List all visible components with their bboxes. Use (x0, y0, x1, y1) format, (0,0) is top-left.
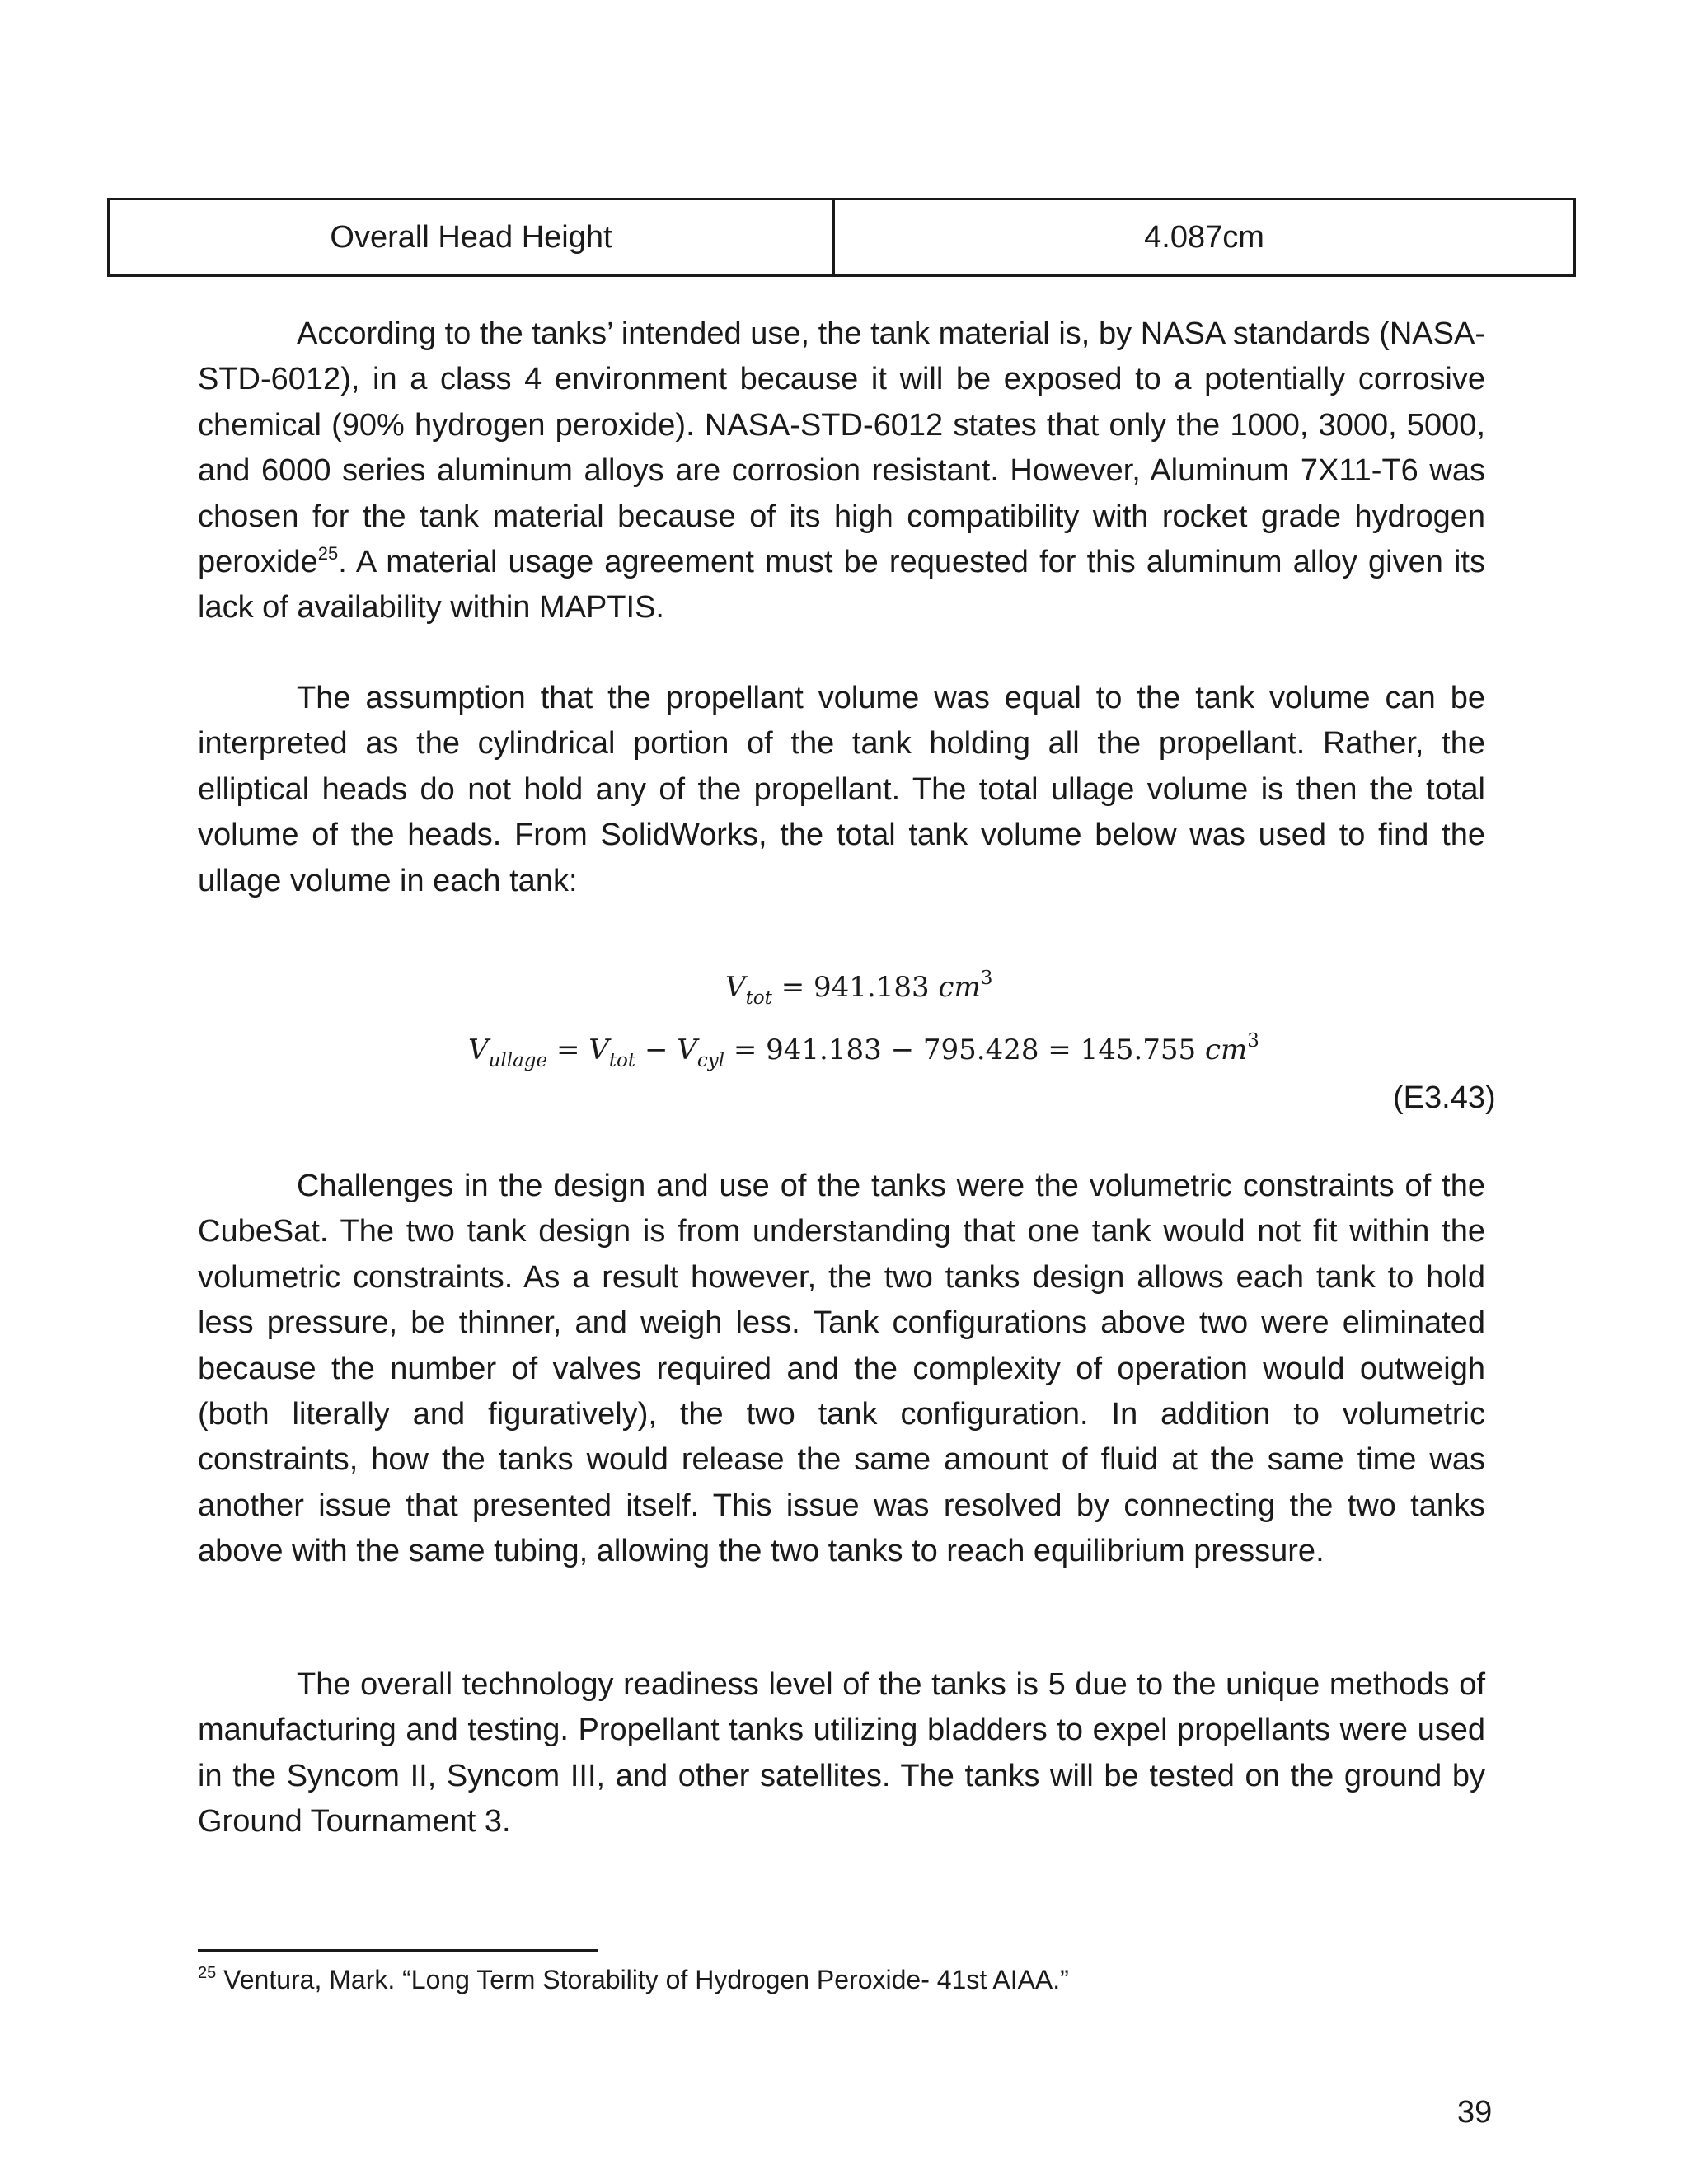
paragraph-ullage: The assumption that the propellant volume was equal to the tank volume can be interpreted as the cylindrical portion of the tank holding all the propellant. Rather, the elliptical heads do not hold any of the propellant. The total ullage volume is then the total volume of the heads. From SolidWorks, the total tank volume below was used to find the ullage volume in each tank: (198, 681, 1485, 898)
paragraph-readiness: The overall technology readiness level of the tanks is 5 due to the unique methods of manufacturing and testing. Propellant tanks utilizing bladders to expel propellants were used in the Syncom II, Syncom III, and other satellites. The tanks will be tested on the ground by Ground Tournament 3. (198, 1667, 1485, 1840)
footnote-reference: 25 (317, 543, 339, 565)
footnote-divider (198, 1949, 598, 1952)
footnote-mark: 25 (198, 1964, 217, 1982)
paragraph-material (198, 312, 1485, 631)
spec-table (107, 198, 1576, 277)
equation-number: (E3.43) (1393, 1080, 1496, 1115)
footnote (198, 1965, 1069, 1995)
equation-ullage-volume: $V_{ullage} = V_{tot} - V_{cyl} = 941.183 - 795.428 = 145.755$ $cm^3$ (468, 1030, 1259, 1071)
page-number: 39 (1457, 2095, 1493, 2130)
table-cell-label: Overall Head Height (330, 219, 612, 255)
paragraph-material-text: According to the tanks’ intended use, the tank material is, by NASA standards (NASA-STD-6012), in a class 4 environment because it will be exposed to a potentially corrosive chemical (90% hydrogen peroxide). NASA-STD-6012 states that only the 1000, 3000, 5000, and 6000 series aluminum alloys are corrosion resistant. However, Aluminum 7X11-T6 was chosen for the tank material because of its high compatibility with rocket grade hydrogen peroxide (198, 316, 1485, 580)
equation-total-volume: $V_{tot} = 941.183$ $cm^3$ (725, 968, 993, 1009)
footnote-text: Ventura, Mark. “Long Term Storability of Hydrogen Peroxide- 41st AIAA.” (216, 1965, 1069, 1994)
paragraph-challenges: Challenges in the design and use of the tanks were the volumetric constraints of the CubeSat. The two tank design is from understanding that one tank would not fit within the volumetric constraints. As a result however, the two tanks design allows each tank to hold less pressure, be thinner, and weigh less. Tank configurations above two were eliminated because the number of valves required and the complexity of operation would outweigh (both literally and figuratively), the two tank configuration. In addition to volumetric constraints, how the tanks would release the same amount of fluid at the same time was another issue that presented itself. This issue was resolved by connecting the two tanks above with the same tubing, allowing the two tanks to reach equilibrium pressure. (198, 1169, 1485, 1569)
paragraph-material-text-end: . A material usage agreement must be requested for this aluminum alloy given its lack of availability within MAPTIS. (198, 545, 1485, 626)
table-cell-value: 4.087cm (832, 200, 1573, 274)
